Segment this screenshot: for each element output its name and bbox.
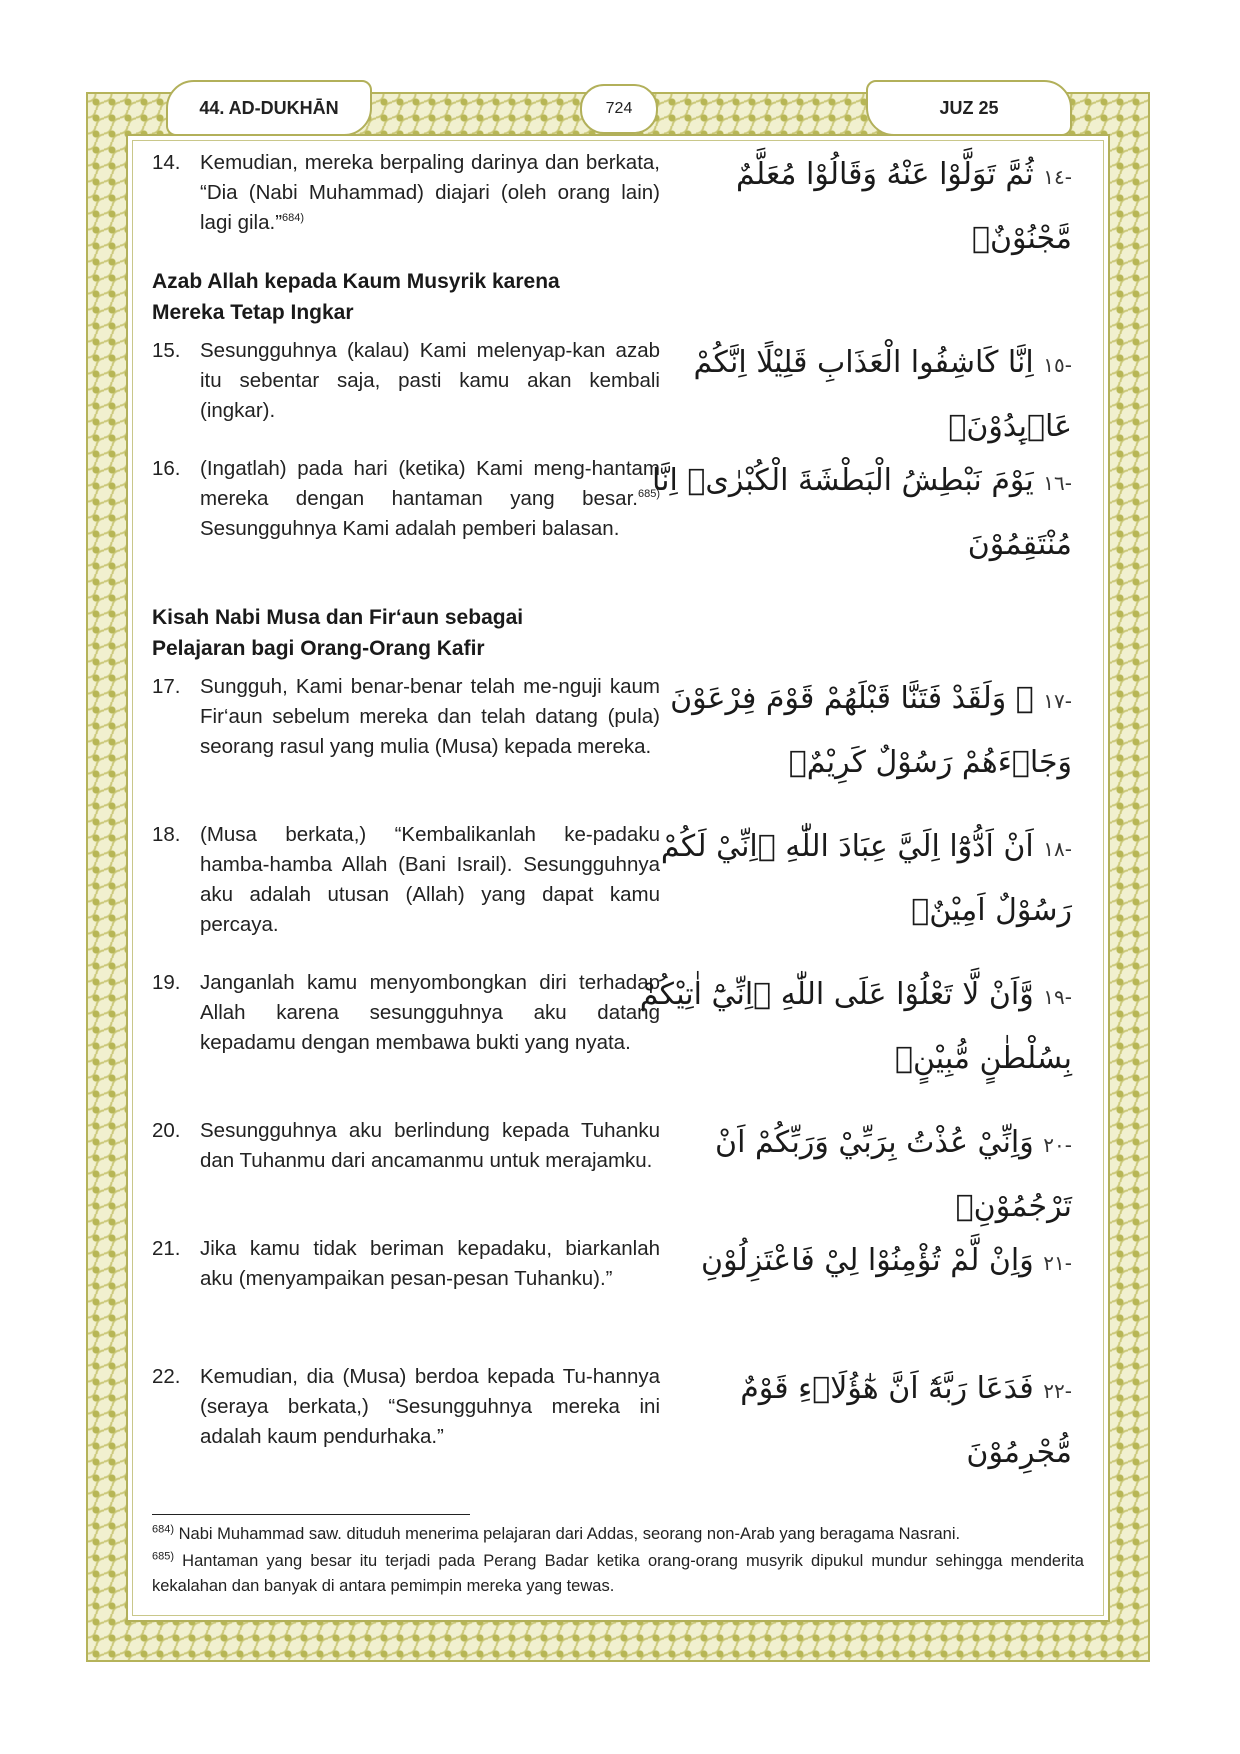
verse-translation: Sungguh, Kami benar-benar telah me-nguji kaum Fir‘aun sebelum mereka dan telah datang (pula) seorang rasul yang mulia (Musa) kepada mereka. bbox=[200, 675, 660, 758]
verse-number: 21. bbox=[152, 1237, 181, 1260]
footnote-divider bbox=[152, 1514, 470, 1515]
arabic-verse-number: -٢١ bbox=[1043, 1251, 1072, 1275]
arabic-verse-number: -٢٢ bbox=[1043, 1379, 1072, 1403]
verse-number: 14. bbox=[152, 151, 181, 174]
arabic-text: وَاِنِّيْ عُذْتُ بِرَبِّيْ وَرَبِّكُمْ اَنْ تَرْجُمُوْنِۚ bbox=[715, 1125, 1072, 1224]
verse-translation: Kemudian, mereka berpaling darinya dan berkata, “Dia (Nabi Muhammad) diajari (oleh orang lain) lagi gila.”$^{684)}$ bbox=[200, 151, 660, 234]
verse-number: 16. bbox=[152, 457, 181, 480]
arabic-verse-number: -٢٠ bbox=[1043, 1133, 1072, 1157]
footnote-marker: 684) bbox=[152, 1523, 175, 1536]
arabic-verse bbox=[630, 450, 1072, 576]
arabic-verse bbox=[630, 964, 1072, 1090]
arabic-text: اِنَّا كَاشِفُوا الْعَذَابِ قَلِيْلًا اِنَّكُمْ عَاۤىِٕدُوْنَۘ bbox=[693, 345, 1072, 444]
arabic-verse-number: -١٩ bbox=[1043, 985, 1072, 1009]
verse-translation: Kemudian, dia (Musa) berdoa kepada Tu-hannya (seraya berkata,) “Sesungguhnya mereka ini adalah kaum pendurhaka.” bbox=[200, 1365, 660, 1448]
section-heading: Azab Allah kepada Kaum Musyrik karena Mereka Tetap Ingkar bbox=[152, 270, 560, 324]
verse-number: 19. bbox=[152, 971, 181, 994]
verse-number: 15. bbox=[152, 339, 181, 362]
arabic-verse bbox=[630, 1230, 1072, 1294]
arabic-text: وَاِنْ لَّمْ تُؤْمِنُوْا لِيْ فَاعْتَزِلُوْنِ bbox=[701, 1243, 1034, 1278]
arabic-text: يَوْمَ نَبْطِشُ الْبَطْشَةَ الْكُبْرٰىۚ اِنَّا مُنْتَقِمُوْنَ bbox=[651, 463, 1072, 562]
footnote-ref[interactable]: 685) bbox=[637, 488, 660, 501]
surah-title-text: 44. AD-DUKHĀN bbox=[199, 97, 339, 118]
arabic-verse-number: -١٤ bbox=[1043, 165, 1072, 189]
juz-label-text: JUZ 25 bbox=[939, 97, 999, 118]
footnote-684 bbox=[152, 1522, 1084, 1547]
verse-number: 22. bbox=[152, 1365, 181, 1388]
arabic-verse-number: -١٥ bbox=[1043, 353, 1072, 377]
footnotes bbox=[152, 1522, 1084, 1601]
arabic-verse bbox=[630, 1358, 1072, 1484]
page-number-text: 724 bbox=[605, 100, 633, 117]
verse-translation: (Musa berkata,) “Kembalikanlah ke-padaku hamba-hamba Allah (Bani Israil). Sesungguhnya aku adalah utusan (Allah) yang dapat kamu percaya. bbox=[200, 823, 660, 936]
arabic-text: ثُمَّ تَوَلَّوْا عَنْهُ وَقَالُوْا مُعَلَّمٌ مَّجْنُوْنٌۘ bbox=[736, 157, 1072, 256]
arabic-verse bbox=[630, 668, 1072, 794]
arabic-verse bbox=[630, 1112, 1072, 1238]
surah-title bbox=[166, 80, 372, 136]
arabic-verse bbox=[630, 144, 1072, 270]
footnote-text: Nabi Muhammad saw. dituduh menerima pelajaran dari Addas, seorang non-Arab yang beragama Nasrani. bbox=[178, 1525, 961, 1543]
juz-label bbox=[866, 80, 1072, 136]
arabic-text: ۞ وَلَقَدْ فَتَنَّا قَبْلَهُمْ قَوْمَ فِرْعَوْنَ وَجَاۤءَهُمْ رَسُوْلٌ كَرِيْمٌۙ bbox=[670, 681, 1072, 780]
arabic-text: فَدَعَا رَبَّهٗٓ اَنَّ هٰٓؤُلَاۤءِ قَوْمٌ مُّجْرِمُوْنَ bbox=[740, 1371, 1072, 1470]
verse-translation: Jika kamu tidak beriman kepadaku, biarkanlah aku (menyampaikan pesan-pesan Tuhanku).” bbox=[200, 1237, 660, 1290]
verse-number: 20. bbox=[152, 1119, 181, 1142]
footnote-text: Hantaman yang besar itu terjadi pada Perang Badar ketika orang-orang musyrik dipukul mundur sehingga menderita kekalahan dan banyak di antara pemimpin mereka yang tewas. bbox=[152, 1552, 1084, 1595]
arabic-verse bbox=[630, 816, 1072, 942]
verse-translation: Janganlah kamu menyombongkan diri terhadap Allah karena sesungguhnya aku datang kepadamu dengan membawa bukti yang nyata. bbox=[200, 971, 660, 1054]
verse-translation: Sesungguhnya aku berlindung kepada Tuhanku dan Tuhanmu dari ancamanmu untuk merajamku. bbox=[200, 1119, 660, 1172]
verse-translation: Sesungguhnya (kalau) Kami melenyap-kan azab itu sebentar saja, pasti kamu akan kembali (ingkar). bbox=[200, 339, 660, 422]
verse-number: 18. bbox=[152, 823, 181, 846]
section-heading: Kisah Nabi Musa dan Fir‘aun sebagai Pelajaran bagi Orang-Orang Kafir bbox=[152, 606, 524, 660]
page-number bbox=[580, 84, 658, 134]
arabic-text: اَنْ اَدُّوْٓا اِلَيَّ عِبَادَ اللّٰهِ ۗاِنِّيْ لَكُمْ رَسُوْلٌ اَمِيْنٌۙ bbox=[660, 829, 1072, 928]
footnote-ref[interactable]: 684) bbox=[282, 212, 305, 225]
arabic-verse-number: -١٧ bbox=[1043, 689, 1072, 713]
arabic-verse-number: -١٦ bbox=[1043, 471, 1072, 495]
verse-translation: (Ingatlah) pada hari (ketika) Kami meng-hantam mereka dengan hantaman yang besar.$^{685)}$ Sesungguhnya Kami adalah pemberi balasan. bbox=[200, 457, 660, 540]
arabic-text: وَّاَنْ لَّا تَعْلُوْا عَلَى اللّٰهِ ۚاِنِّيْٓ اٰتِيْكُمْ بِسُلْطٰنٍ مُّبِيْنٍۚ bbox=[639, 977, 1072, 1076]
arabic-verse bbox=[630, 332, 1072, 458]
footnote-685 bbox=[152, 1549, 1084, 1599]
footnote-marker: 685) bbox=[152, 1550, 175, 1563]
verse-number: 17. bbox=[152, 675, 181, 698]
arabic-verse-number: -١٨ bbox=[1043, 837, 1072, 861]
